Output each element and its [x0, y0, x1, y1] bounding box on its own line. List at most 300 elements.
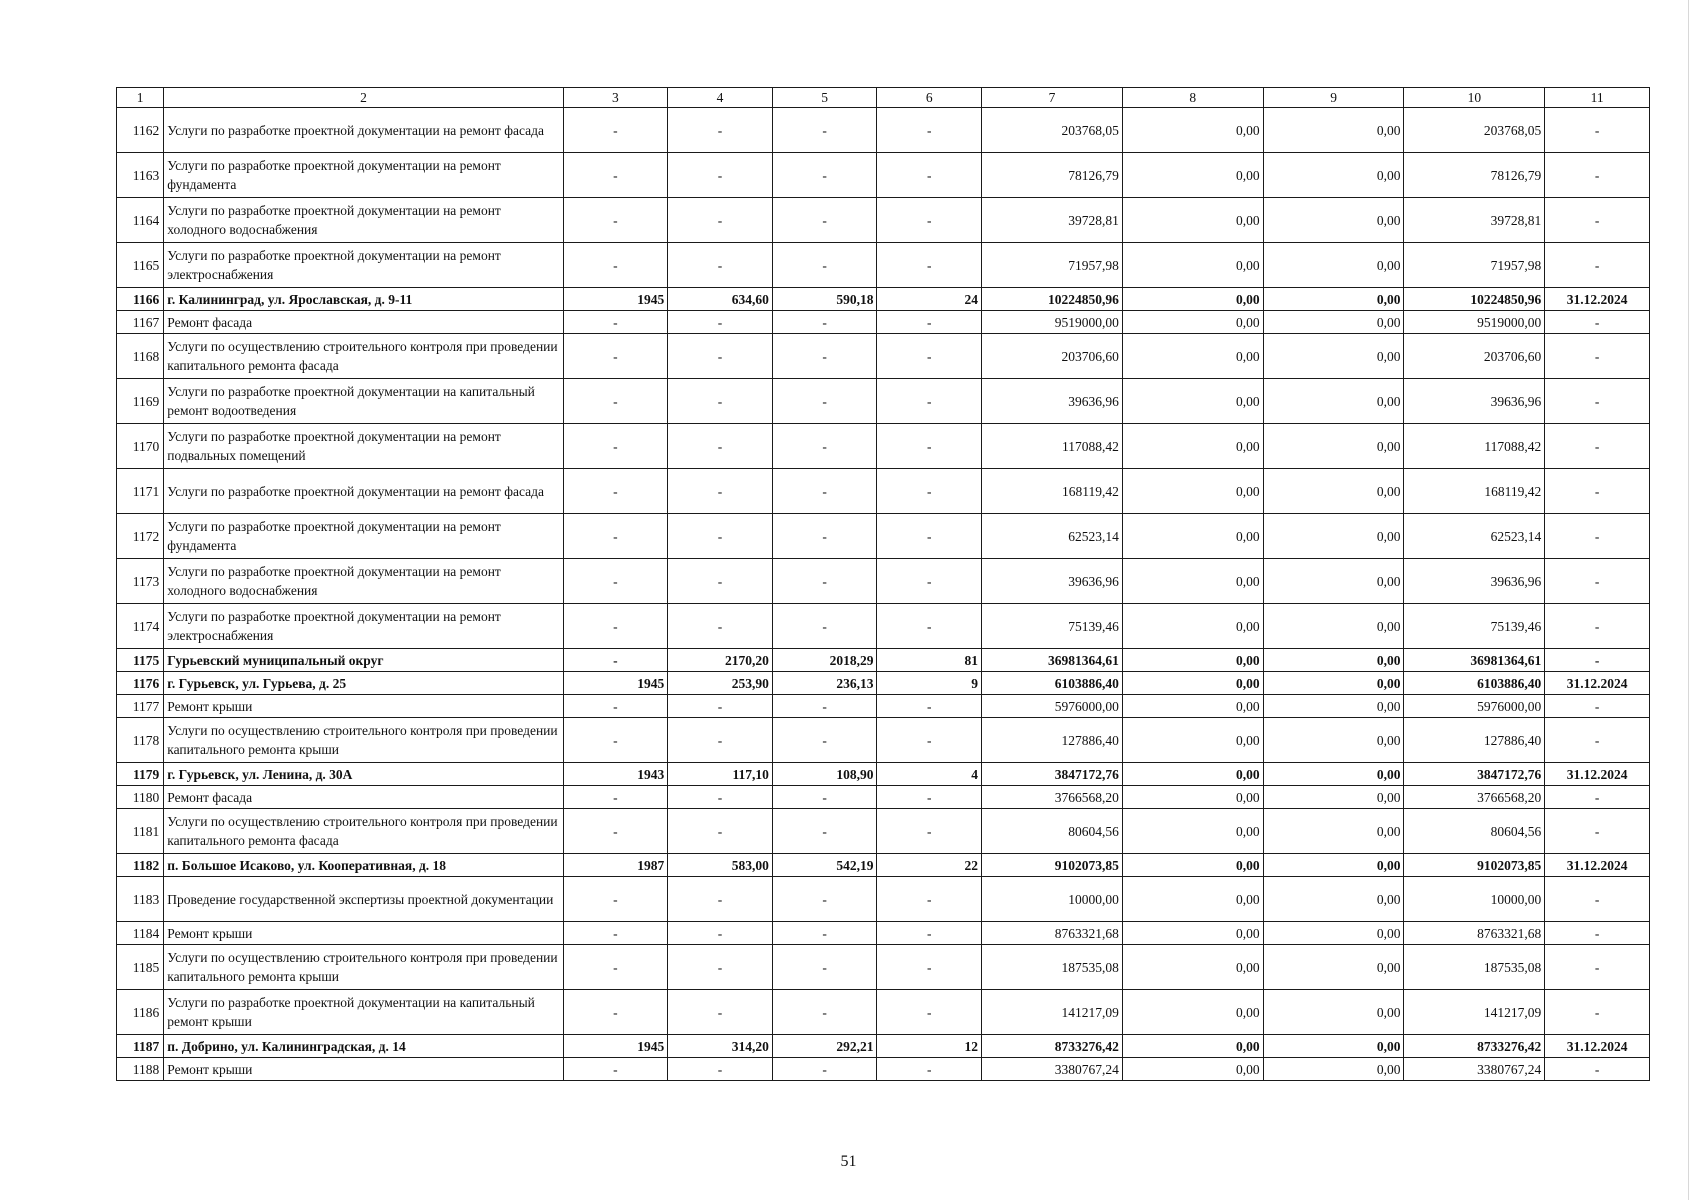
work-list-table — [116, 87, 1650, 1081]
area-living-cell: - — [772, 469, 877, 514]
deadline-cell: - — [1545, 198, 1650, 243]
area-total-cell: 583,00 — [668, 854, 773, 877]
residents-cell: - — [877, 153, 982, 198]
description-cell: Услуги по разработке проектной документации на ремонт фундамента — [164, 153, 563, 198]
description-cell: Услуги по разработке проектной документации на ремонт фасада — [164, 469, 563, 514]
cost-budget-cell: 0,00 — [1263, 763, 1404, 786]
cost-owners-cell: 141217,09 — [1404, 990, 1545, 1035]
area-living-cell: - — [772, 809, 877, 854]
area-total-cell: - — [668, 877, 773, 922]
year-cell: - — [563, 922, 668, 945]
year-cell: - — [563, 334, 668, 379]
description-cell: Услуги по осуществлению строительного контроля при проведении капитального ремонта фасада — [164, 809, 563, 854]
description-cell: Услуги по разработке проектной документации на ремонт фундамента — [164, 514, 563, 559]
cost-owners-cell: 203706,60 — [1404, 334, 1545, 379]
cost-fund-cell: 0,00 — [1122, 809, 1263, 854]
row-number-cell: 1182 — [117, 854, 164, 877]
deadline-cell: - — [1545, 809, 1650, 854]
cost-fund-cell: 0,00 — [1122, 334, 1263, 379]
area-total-cell: - — [668, 379, 773, 424]
area-living-cell: 542,19 — [772, 854, 877, 877]
cost-budget-cell: 0,00 — [1263, 945, 1404, 990]
cost-total-cell: 187535,08 — [982, 945, 1123, 990]
cost-owners-cell: 75139,46 — [1404, 604, 1545, 649]
deadline-cell: - — [1545, 922, 1650, 945]
cost-total-cell: 10224850,96 — [982, 288, 1123, 311]
description-cell: Ремонт фасада — [164, 786, 563, 809]
table-row — [117, 1058, 1650, 1081]
residents-cell: - — [877, 718, 982, 763]
deadline-cell: - — [1545, 424, 1650, 469]
year-cell: - — [563, 108, 668, 153]
cost-owners-cell: 10224850,96 — [1404, 288, 1545, 311]
table-row — [117, 763, 1650, 786]
cost-budget-cell: 0,00 — [1263, 514, 1404, 559]
deadline-cell: 31.12.2024 — [1545, 854, 1650, 877]
cost-fund-cell: 0,00 — [1122, 379, 1263, 424]
cost-total-cell: 78126,79 — [982, 153, 1123, 198]
area-total-cell: - — [668, 424, 773, 469]
row-number-cell: 1168 — [117, 334, 164, 379]
description-cell: п. Добрино, ул. Калининградская, д. 14 — [164, 1035, 563, 1058]
residents-cell: - — [877, 379, 982, 424]
cost-total-cell: 203706,60 — [982, 334, 1123, 379]
deadline-cell: - — [1545, 514, 1650, 559]
year-cell: 1945 — [563, 1035, 668, 1058]
scan-edge-line — [1688, 0, 1689, 1200]
deadline-cell: - — [1545, 877, 1650, 922]
deadline-cell: - — [1545, 311, 1650, 334]
year-cell: 1945 — [563, 672, 668, 695]
area-total-cell: 117,10 — [668, 763, 773, 786]
residents-cell: - — [877, 469, 982, 514]
cost-owners-cell: 9102073,85 — [1404, 854, 1545, 877]
cost-total-cell: 36981364,61 — [982, 649, 1123, 672]
area-living-cell: - — [772, 945, 877, 990]
row-number-cell: 1165 — [117, 243, 164, 288]
cost-total-cell: 3766568,20 — [982, 786, 1123, 809]
cost-owners-cell: 78126,79 — [1404, 153, 1545, 198]
description-cell: Ремонт фасада — [164, 311, 563, 334]
cost-total-cell: 62523,14 — [982, 514, 1123, 559]
cost-total-cell: 127886,40 — [982, 718, 1123, 763]
year-cell: - — [563, 604, 668, 649]
row-number-cell: 1179 — [117, 763, 164, 786]
cost-fund-cell: 0,00 — [1122, 877, 1263, 922]
area-total-cell: - — [668, 718, 773, 763]
residents-cell: - — [877, 922, 982, 945]
cost-owners-cell: 6103886,40 — [1404, 672, 1545, 695]
table-row — [117, 243, 1650, 288]
cost-budget-cell: 0,00 — [1263, 809, 1404, 854]
year-cell: 1945 — [563, 288, 668, 311]
cost-total-cell: 10000,00 — [982, 877, 1123, 922]
year-cell: - — [563, 809, 668, 854]
year-cell: 1987 — [563, 854, 668, 877]
column-number-header: 3 — [563, 88, 668, 108]
cost-total-cell: 141217,09 — [982, 990, 1123, 1035]
cost-fund-cell: 0,00 — [1122, 1035, 1263, 1058]
cost-fund-cell: 0,00 — [1122, 198, 1263, 243]
cost-fund-cell: 0,00 — [1122, 945, 1263, 990]
residents-cell: 22 — [877, 854, 982, 877]
description-cell: п. Большое Исаково, ул. Кооперативная, д. 18 — [164, 854, 563, 877]
description-cell: Услуги по разработке проектной документации на ремонт подвальных помещений — [164, 424, 563, 469]
cost-owners-cell: 39636,96 — [1404, 559, 1545, 604]
area-living-cell: - — [772, 311, 877, 334]
description-cell: Услуги по разработке проектной документации на капитальный ремонт крыши — [164, 990, 563, 1035]
cost-total-cell: 3380767,24 — [982, 1058, 1123, 1081]
deadline-cell: - — [1545, 649, 1650, 672]
cost-budget-cell: 0,00 — [1263, 786, 1404, 809]
row-number-cell: 1183 — [117, 877, 164, 922]
area-total-cell: 634,60 — [668, 288, 773, 311]
cost-total-cell: 80604,56 — [982, 809, 1123, 854]
description-cell: Услуги по разработке проектной документации на ремонт электроснабжения — [164, 243, 563, 288]
cost-fund-cell: 0,00 — [1122, 922, 1263, 945]
area-living-cell: - — [772, 379, 877, 424]
area-total-cell: - — [668, 695, 773, 718]
residents-cell: - — [877, 108, 982, 153]
deadline-cell: - — [1545, 559, 1650, 604]
area-living-cell: 236,13 — [772, 672, 877, 695]
table-row — [117, 604, 1650, 649]
cost-total-cell: 9102073,85 — [982, 854, 1123, 877]
cost-budget-cell: 0,00 — [1263, 469, 1404, 514]
area-living-cell: - — [772, 604, 877, 649]
description-cell: г. Гурьевск, ул. Ленина, д. 30А — [164, 763, 563, 786]
deadline-cell: - — [1545, 334, 1650, 379]
cost-total-cell: 203768,05 — [982, 108, 1123, 153]
table-row — [117, 945, 1650, 990]
table-row — [117, 469, 1650, 514]
area-living-cell: - — [772, 990, 877, 1035]
description-cell: Ремонт крыши — [164, 1058, 563, 1081]
column-number-header: 8 — [1122, 88, 1263, 108]
column-number-header: 11 — [1545, 88, 1650, 108]
cost-fund-cell: 0,00 — [1122, 854, 1263, 877]
row-number-cell: 1164 — [117, 198, 164, 243]
description-cell: Услуги по осуществлению строительного контроля при проведении капитального ремонта крыши — [164, 718, 563, 763]
column-number-header: 9 — [1263, 88, 1404, 108]
cost-budget-cell: 0,00 — [1263, 334, 1404, 379]
cost-fund-cell: 0,00 — [1122, 469, 1263, 514]
area-total-cell: - — [668, 945, 773, 990]
row-number-cell: 1177 — [117, 695, 164, 718]
cost-budget-cell: 0,00 — [1263, 243, 1404, 288]
cost-budget-cell: 0,00 — [1263, 311, 1404, 334]
description-cell: Услуги по разработке проектной документации на ремонт холодного водоснабжения — [164, 198, 563, 243]
year-cell: 1943 — [563, 763, 668, 786]
residents-cell: - — [877, 243, 982, 288]
deadline-cell: - — [1545, 604, 1650, 649]
area-living-cell: - — [772, 718, 877, 763]
residents-cell: 4 — [877, 763, 982, 786]
year-cell: - — [563, 718, 668, 763]
description-cell: Услуги по разработке проектной документации на ремонт фасада — [164, 108, 563, 153]
row-number-cell: 1188 — [117, 1058, 164, 1081]
year-cell: - — [563, 153, 668, 198]
cost-total-cell: 6103886,40 — [982, 672, 1123, 695]
deadline-cell: 31.12.2024 — [1545, 763, 1650, 786]
description-cell: г. Калининград, ул. Ярославская, д. 9-11 — [164, 288, 563, 311]
cost-budget-cell: 0,00 — [1263, 108, 1404, 153]
deadline-cell: - — [1545, 153, 1650, 198]
cost-fund-cell: 0,00 — [1122, 695, 1263, 718]
area-total-cell: - — [668, 108, 773, 153]
residents-cell: 9 — [877, 672, 982, 695]
residents-cell: - — [877, 945, 982, 990]
cost-owners-cell: 9519000,00 — [1404, 311, 1545, 334]
cost-owners-cell: 36981364,61 — [1404, 649, 1545, 672]
cost-total-cell: 39636,96 — [982, 559, 1123, 604]
cost-budget-cell: 0,00 — [1263, 559, 1404, 604]
deadline-cell: - — [1545, 945, 1650, 990]
row-number-cell: 1186 — [117, 990, 164, 1035]
year-cell: - — [563, 559, 668, 604]
page-number: 51 — [840, 1153, 857, 1170]
cost-owners-cell: 8733276,42 — [1404, 1035, 1545, 1058]
cost-total-cell: 117088,42 — [982, 424, 1123, 469]
description-cell: Услуги по осуществлению строительного контроля при проведении капитального ремонта крыши — [164, 945, 563, 990]
table-row — [117, 198, 1650, 243]
cost-budget-cell: 0,00 — [1263, 649, 1404, 672]
cost-fund-cell: 0,00 — [1122, 763, 1263, 786]
residents-cell: - — [877, 424, 982, 469]
cost-total-cell: 39636,96 — [982, 379, 1123, 424]
cost-total-cell: 39728,81 — [982, 198, 1123, 243]
year-cell: - — [563, 695, 668, 718]
table-row — [117, 1035, 1650, 1058]
table-row — [117, 786, 1650, 809]
row-number-cell: 1187 — [117, 1035, 164, 1058]
cost-owners-cell: 8763321,68 — [1404, 922, 1545, 945]
column-number-header: 7 — [982, 88, 1123, 108]
year-cell: - — [563, 649, 668, 672]
table-row — [117, 718, 1650, 763]
cost-owners-cell: 62523,14 — [1404, 514, 1545, 559]
deadline-cell: - — [1545, 718, 1650, 763]
cost-owners-cell: 39728,81 — [1404, 198, 1545, 243]
area-living-cell: - — [772, 198, 877, 243]
cost-budget-cell: 0,00 — [1263, 424, 1404, 469]
cost-budget-cell: 0,00 — [1263, 854, 1404, 877]
area-living-cell: - — [772, 153, 877, 198]
year-cell: - — [563, 379, 668, 424]
area-total-cell: - — [668, 198, 773, 243]
area-total-cell: - — [668, 514, 773, 559]
area-total-cell: 2170,20 — [668, 649, 773, 672]
row-number-cell: 1178 — [117, 718, 164, 763]
cost-total-cell: 8733276,42 — [982, 1035, 1123, 1058]
year-cell: - — [563, 469, 668, 514]
residents-cell: 81 — [877, 649, 982, 672]
deadline-cell: 31.12.2024 — [1545, 288, 1650, 311]
cost-owners-cell: 3847172,76 — [1404, 763, 1545, 786]
table-row — [117, 649, 1650, 672]
table-row — [117, 153, 1650, 198]
cost-budget-cell: 0,00 — [1263, 198, 1404, 243]
row-number-cell: 1163 — [117, 153, 164, 198]
description-cell: Услуги по разработке проектной документации на ремонт электроснабжения — [164, 604, 563, 649]
area-living-cell: - — [772, 1058, 877, 1081]
area-total-cell: - — [668, 922, 773, 945]
row-number-cell: 1184 — [117, 922, 164, 945]
table-row — [117, 809, 1650, 854]
area-living-cell: 2018,29 — [772, 649, 877, 672]
row-number-cell: 1175 — [117, 649, 164, 672]
deadline-cell: - — [1545, 990, 1650, 1035]
cost-owners-cell: 127886,40 — [1404, 718, 1545, 763]
residents-cell: - — [877, 559, 982, 604]
cost-fund-cell: 0,00 — [1122, 786, 1263, 809]
row-number-cell: 1180 — [117, 786, 164, 809]
area-living-cell: - — [772, 877, 877, 922]
area-living-cell: - — [772, 514, 877, 559]
deadline-cell: - — [1545, 243, 1650, 288]
column-number-header: 10 — [1404, 88, 1545, 108]
area-total-cell: - — [668, 469, 773, 514]
area-living-cell: - — [772, 695, 877, 718]
year-cell: - — [563, 311, 668, 334]
year-cell: - — [563, 514, 668, 559]
cost-owners-cell: 117088,42 — [1404, 424, 1545, 469]
table-row — [117, 854, 1650, 877]
row-number-cell: 1173 — [117, 559, 164, 604]
deadline-cell: 31.12.2024 — [1545, 672, 1650, 695]
cost-budget-cell: 0,00 — [1263, 153, 1404, 198]
table-row — [117, 695, 1650, 718]
year-cell: - — [563, 945, 668, 990]
row-number-cell: 1176 — [117, 672, 164, 695]
residents-cell: 12 — [877, 1035, 982, 1058]
area-total-cell: - — [668, 1058, 773, 1081]
area-living-cell: - — [772, 922, 877, 945]
cost-fund-cell: 0,00 — [1122, 153, 1263, 198]
cost-budget-cell: 0,00 — [1263, 672, 1404, 695]
residents-cell: 24 — [877, 288, 982, 311]
table-row — [117, 108, 1650, 153]
row-number-cell: 1169 — [117, 379, 164, 424]
table-row — [117, 877, 1650, 922]
row-number-cell: 1166 — [117, 288, 164, 311]
area-total-cell: 314,20 — [668, 1035, 773, 1058]
area-living-cell: - — [772, 334, 877, 379]
cost-owners-cell: 5976000,00 — [1404, 695, 1545, 718]
cost-fund-cell: 0,00 — [1122, 243, 1263, 288]
table-row — [117, 672, 1650, 695]
cost-total-cell: 168119,42 — [982, 469, 1123, 514]
row-number-cell: 1170 — [117, 424, 164, 469]
cost-owners-cell: 39636,96 — [1404, 379, 1545, 424]
area-living-cell: 292,21 — [772, 1035, 877, 1058]
year-cell: - — [563, 243, 668, 288]
cost-budget-cell: 0,00 — [1263, 1035, 1404, 1058]
table-row — [117, 514, 1650, 559]
column-number-header-row — [117, 88, 1650, 108]
deadline-cell: - — [1545, 469, 1650, 514]
area-total-cell: 253,90 — [668, 672, 773, 695]
cost-budget-cell: 0,00 — [1263, 288, 1404, 311]
residents-cell: - — [877, 786, 982, 809]
column-number-header: 1 — [117, 88, 164, 108]
area-total-cell: - — [668, 604, 773, 649]
cost-fund-cell: 0,00 — [1122, 1058, 1263, 1081]
row-number-cell: 1171 — [117, 469, 164, 514]
column-number-header: 2 — [164, 88, 563, 108]
residents-cell: - — [877, 990, 982, 1035]
row-number-cell: 1174 — [117, 604, 164, 649]
area-living-cell: - — [772, 243, 877, 288]
residents-cell: - — [877, 809, 982, 854]
area-living-cell: - — [772, 424, 877, 469]
table-row — [117, 311, 1650, 334]
table-row — [117, 334, 1650, 379]
column-number-header: 4 — [668, 88, 773, 108]
deadline-cell: - — [1545, 379, 1650, 424]
year-cell: - — [563, 198, 668, 243]
cost-fund-cell: 0,00 — [1122, 718, 1263, 763]
cost-budget-cell: 0,00 — [1263, 1058, 1404, 1081]
area-living-cell: - — [772, 559, 877, 604]
deadline-cell: - — [1545, 695, 1650, 718]
cost-total-cell: 5976000,00 — [982, 695, 1123, 718]
row-number-cell: 1162 — [117, 108, 164, 153]
description-cell: Гурьевский муниципальный округ — [164, 649, 563, 672]
residents-cell: - — [877, 877, 982, 922]
cost-budget-cell: 0,00 — [1263, 604, 1404, 649]
deadline-cell: - — [1545, 108, 1650, 153]
deadline-cell: - — [1545, 1058, 1650, 1081]
residents-cell: - — [877, 695, 982, 718]
column-number-header: 5 — [772, 88, 877, 108]
cost-total-cell: 75139,46 — [982, 604, 1123, 649]
area-total-cell: - — [668, 243, 773, 288]
cost-owners-cell: 3380767,24 — [1404, 1058, 1545, 1081]
description-cell: Услуги по разработке проектной документации на капитальный ремонт водоотведения — [164, 379, 563, 424]
row-number-cell: 1172 — [117, 514, 164, 559]
table-row — [117, 922, 1650, 945]
cost-owners-cell: 203768,05 — [1404, 108, 1545, 153]
cost-budget-cell: 0,00 — [1263, 990, 1404, 1035]
description-cell: г. Гурьевск, ул. Гурьева, д. 25 — [164, 672, 563, 695]
row-number-cell: 1167 — [117, 311, 164, 334]
area-total-cell: - — [668, 809, 773, 854]
year-cell: - — [563, 877, 668, 922]
cost-owners-cell: 10000,00 — [1404, 877, 1545, 922]
area-living-cell: - — [772, 786, 877, 809]
area-living-cell: 108,90 — [772, 763, 877, 786]
table-row — [117, 288, 1650, 311]
cost-total-cell: 9519000,00 — [982, 311, 1123, 334]
cost-owners-cell: 3766568,20 — [1404, 786, 1545, 809]
year-cell: - — [563, 786, 668, 809]
cost-fund-cell: 0,00 — [1122, 514, 1263, 559]
description-cell: Услуги по осуществлению строительного контроля при проведении капитального ремонта фасада — [164, 334, 563, 379]
area-living-cell: 590,18 — [772, 288, 877, 311]
residents-cell: - — [877, 514, 982, 559]
table-body — [117, 88, 1650, 1081]
row-number-cell: 1181 — [117, 809, 164, 854]
cost-total-cell: 71957,98 — [982, 243, 1123, 288]
cost-fund-cell: 0,00 — [1122, 288, 1263, 311]
year-cell: - — [563, 424, 668, 469]
cost-fund-cell: 0,00 — [1122, 604, 1263, 649]
cost-owners-cell: 80604,56 — [1404, 809, 1545, 854]
residents-cell: - — [877, 1058, 982, 1081]
cost-budget-cell: 0,00 — [1263, 718, 1404, 763]
table-row — [117, 379, 1650, 424]
